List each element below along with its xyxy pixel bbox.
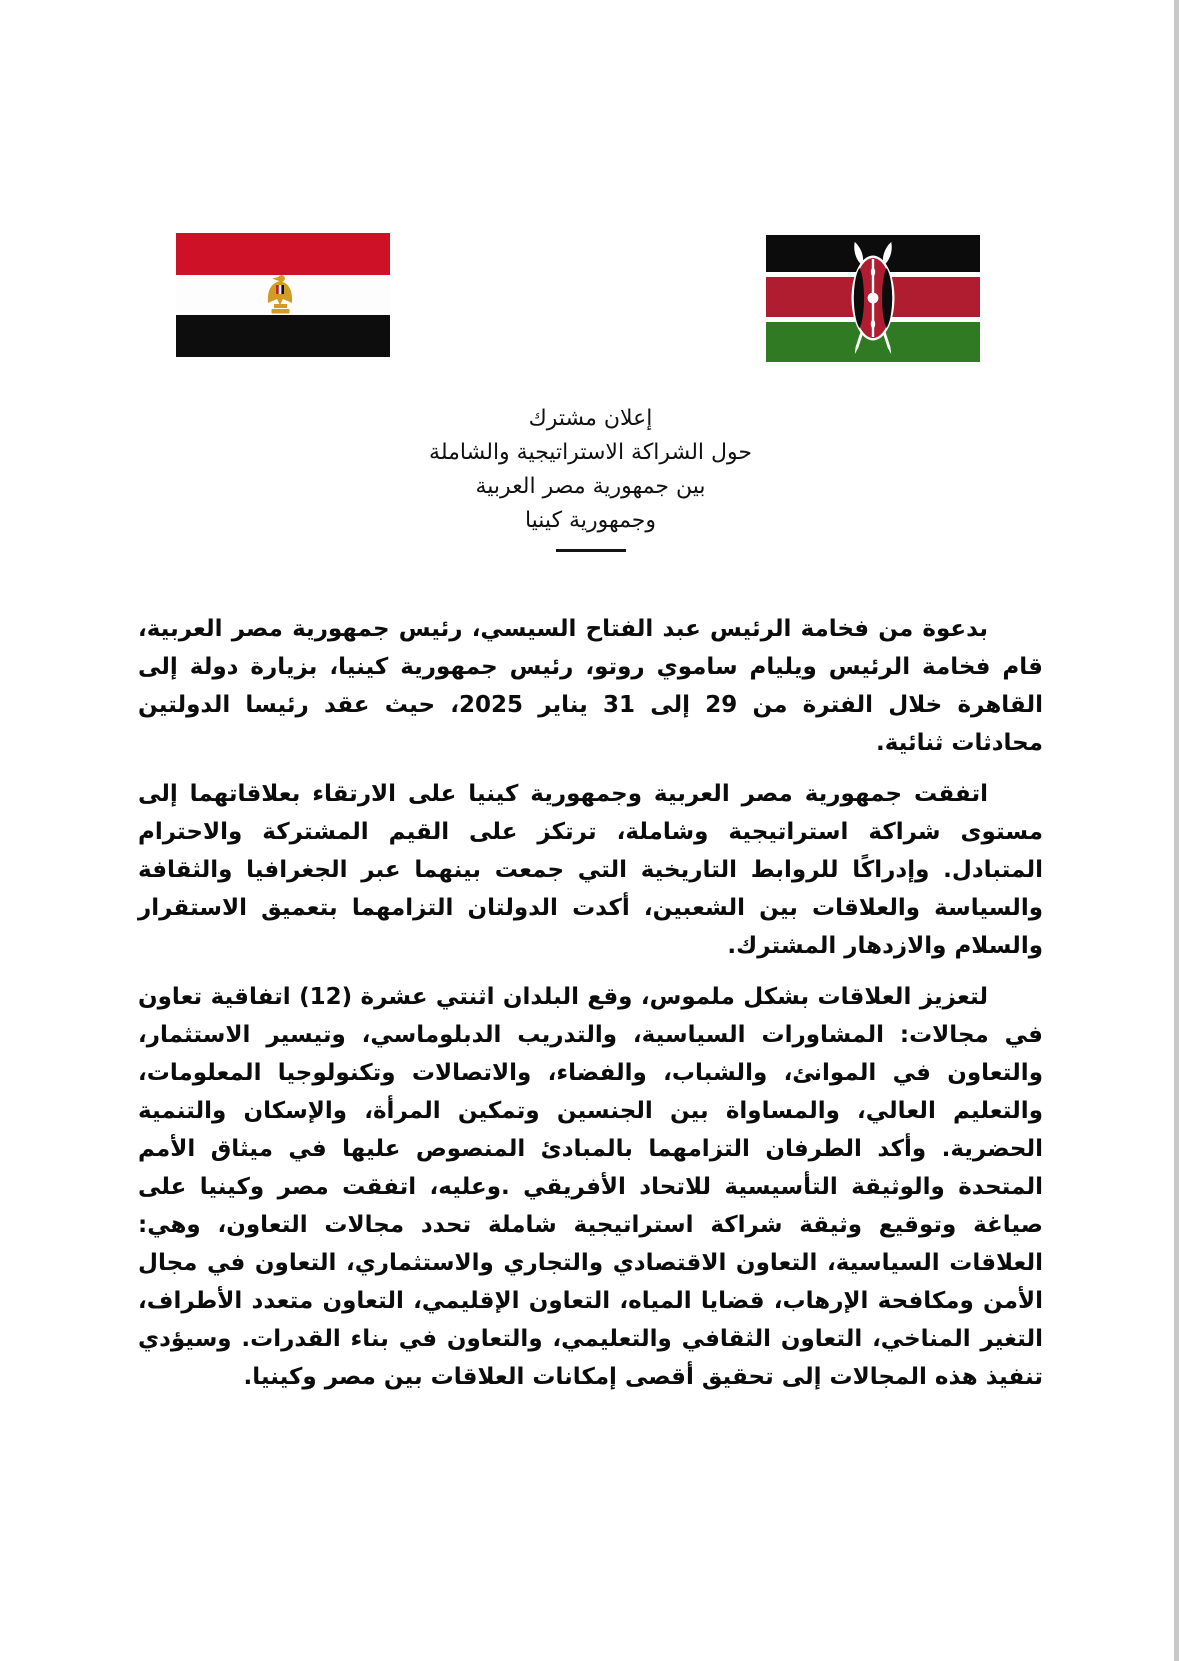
- egypt-flag-red-stripe: [176, 233, 390, 275]
- kenya-flag-icon: [766, 235, 980, 362]
- title-line-1: إعلان مشترك: [528, 406, 653, 431]
- eagle-chest-shield: [276, 285, 284, 294]
- document-title: [138, 402, 1043, 552]
- document-body: [138, 610, 1043, 1409]
- egypt-flag-black-stripe: [176, 315, 390, 357]
- egypt-flag-icon: [176, 233, 390, 357]
- title-line-2: حول الشراكة الاستراتيجية والشاملة: [429, 440, 752, 465]
- page-right-edge: [1174, 0, 1179, 1661]
- body-paragraph-3: لتعزيز العلاقات بشكل ملموس، وقع البلدان اثنتي عشرة (12) اتفاقية تعاون في مجالات: المشاورات السياسية، والتدريب الدبلوماسي، وتيسير الاستثمار، والتعاون في الموانئ، والشباب، والفضاء، والاتصالات وتكنولوجيا المعلومات، والتعليم العالي، والمساواة بين الجنسين وتمكين المرأة، والإسكان والتنمية الحضرية. وأكد الطرفان التزامهما بالمبادئ المنصوص عليها في ميثاق الأمم المتحدة والوثيقة التأسيسية للاتحاد الأفريقي .وعليه، اتفقت مصر وكينيا على صياغة وتوقيع وثيقة شراكة استراتيجية شاملة تحدد مجالات التعاون، وهي: العلاقات السياسية، التعاون الاقتصادي والتجاري والاستثماري، التعاون في مجال الأمن ومكافحة الإرهاب، قضايا المياه، التعاون الإقليمي، التعاون متعدد الأطراف، التغير المناخي، التعاون الثقافي والتعليمي، والتعاون في بناء القدرات. وسيؤدي تنفيذ هذه المجالات إلى تحقيق أقصى إمكانات العلاقات بين مصر وكينيا.: [138, 984, 1043, 1390]
- title-line-3: بين جمهورية مصر العربية: [475, 474, 706, 499]
- title-underline-rule: [556, 549, 626, 552]
- body-paragraph-1: بدعوة من فخامة الرئيس عبد الفتاح السيسي، رئيس جمهورية مصر العربية، قام فخامة الرئيس ويليام ساموي روتو، رئيس جمهورية كينيا، بزيارة دولة إلى القاهرة خلال الفترة من 29 إلى 31 يناير 2025، حيث عقد رئيسا الدولتين محادثات ثنائية.: [138, 616, 1043, 756]
- maasai-shield-icon: [852, 256, 895, 341]
- title-line-4: وجمهورية كينيا: [524, 508, 657, 533]
- body-paragraph-2: اتفقت جمهورية مصر العربية وجمهورية كينيا على الارتقاء بعلاقاتهما إلى مستوى شراكة استراتيجية وشاملة، ترتكز على القيم المشتركة والاحترام المتبادل. وإدراكًا للروابط التاريخية التي جمعت بينهما عبر الجغرافيا والثقافة والسياسة والعلاقات بين الشعبين، أكدت الدولتان التزامهما بتعميق الاستقرار والسلام والازدهار المشترك.: [138, 781, 1043, 959]
